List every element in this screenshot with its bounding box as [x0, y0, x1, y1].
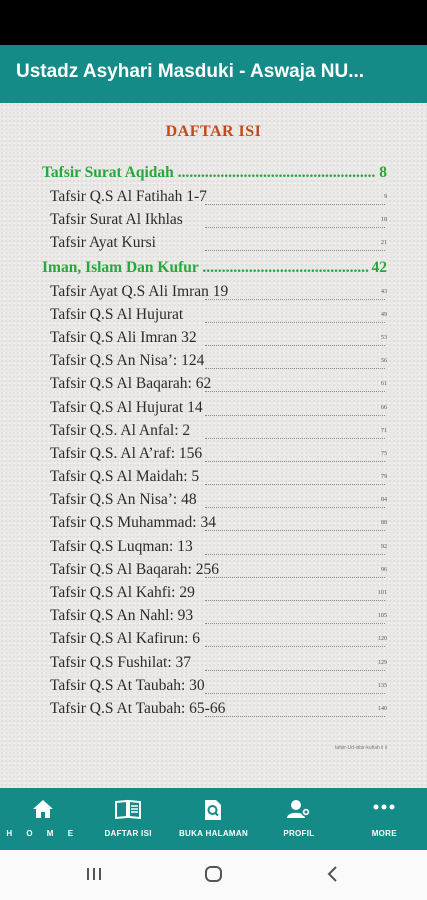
toc-entry-page: 9 [384, 194, 387, 200]
toc-section-page: 42 [369, 259, 388, 277]
toc-entry-page: 49 [381, 311, 387, 318]
back-icon[interactable] [325, 864, 341, 889]
nav-home[interactable] [0, 788, 85, 850]
toc-section-row[interactable] [0, 161, 427, 185]
dotted-leader [205, 507, 385, 508]
toc-entry-row[interactable] [0, 231, 427, 254]
more-dots-icon [373, 799, 395, 824]
toc-entry-page: 43 [381, 288, 387, 295]
document-page[interactable] [0, 103, 427, 788]
toc-entry-page: 135 [378, 682, 387, 689]
dotted-leader [205, 716, 385, 717]
toc-section-row[interactable] [0, 256, 427, 280]
dotted-leader [205, 368, 385, 369]
toc-entry-row[interactable] [0, 349, 427, 372]
toc-entry-title: Tafsir Q.S Al Baqarah: 256 [50, 560, 219, 578]
toc-entry-title: Tafsir Q.S An Nahl: 93 [50, 607, 194, 625]
book-icon [115, 799, 141, 824]
dotted-leader [205, 438, 385, 439]
toc-entry-row[interactable] [0, 326, 427, 349]
toc-entry-title: Tafsir Q.S Luqman: 13 [50, 537, 193, 555]
nav-profil-label: PROFIL [283, 829, 315, 838]
dotted-leader [205, 484, 385, 485]
search-page-icon [203, 799, 223, 826]
nav-home-label: H O M E [6, 829, 80, 838]
toc-entry-page: 140 [378, 705, 387, 712]
toc-entry-row[interactable] [0, 697, 427, 720]
toc-entry-page: 84 [381, 497, 387, 504]
toc-entry-page: 71 [381, 427, 387, 434]
toc-section-page: 8 [376, 164, 387, 182]
dotted-leader [205, 322, 385, 323]
toc-entry-title: Tafsir Q.S Al Maidah: 5 [50, 468, 200, 486]
toc-entry-row[interactable] [0, 372, 427, 395]
toc-entry-page: 56 [381, 358, 387, 365]
user-gear-icon [287, 799, 311, 824]
dotted-leader [205, 530, 385, 531]
home-icon [32, 799, 54, 824]
toc-entry-row[interactable] [0, 535, 427, 558]
toc-entry-row[interactable] [0, 651, 427, 674]
home-circle-icon[interactable] [204, 864, 224, 889]
toc-entry-row[interactable] [0, 674, 427, 697]
toc-entry-title: Tafsir Surat Al Ikhlas [50, 211, 183, 229]
toc-entry-row[interactable] [0, 442, 427, 465]
toc-entry-row[interactable] [0, 396, 427, 419]
nav-profil[interactable] [256, 788, 341, 850]
dotted-leader [205, 204, 385, 205]
toc-entry-title: Tafsir Q.S Al Baqarah: 62 [50, 375, 212, 393]
toc-entry-title: Tafsir Q.S At Taubah: 65-66 [50, 699, 226, 717]
toc-heading: DAFTAR ISI [165, 123, 262, 140]
toc-entry-title: Tafsir Q.S Ali Imran 32 [50, 328, 197, 346]
app-title: Ustadz Asyhari Masduki - Aswaja NU... [16, 61, 365, 82]
dotted-leader [205, 415, 385, 416]
toc-entry-page: 101 [378, 590, 387, 596]
toc-entry-title: Tafsir Q.S An Nisa’: 48 [50, 491, 197, 509]
toc-entry-page: 21 [381, 240, 387, 247]
nav-more-label: MORE [371, 829, 397, 838]
toc-entry-page: 120 [378, 636, 387, 643]
toc-entry-row[interactable] [0, 419, 427, 442]
toc-entry-row[interactable] [0, 581, 427, 604]
status-bar [0, 0, 427, 45]
toc-entry-title: Tafsir Ayat Q.S Ali Imran 19 [50, 282, 229, 300]
dotted-leader [205, 227, 385, 228]
toc-entry-title: Tafsir Q.S An Nisa’: 124 [50, 352, 205, 370]
toc-entry-page: 75 [381, 450, 387, 457]
toc-entry-row[interactable] [0, 604, 427, 627]
toc-entry-page: 66 [381, 404, 387, 411]
toc-entry-title: Tafsir Ayat Kursi [50, 234, 156, 252]
toc-entry-page: 92 [381, 543, 387, 550]
bottom-navigation [0, 788, 427, 850]
toc-entry-title: Tafsir Q.S Al Fatihah 1-7 [50, 188, 207, 205]
dotted-leader [205, 345, 385, 346]
toc-entry-row[interactable] [0, 208, 427, 231]
dotted-leader [205, 670, 385, 671]
table-of-contents [0, 161, 427, 720]
toc-section-title: Iman, Islam Dan Kufur ..... [42, 259, 387, 277]
toc-entry-page: 96 [381, 566, 387, 573]
system-navigation-bar [0, 850, 427, 900]
dotted-leader [205, 299, 385, 300]
toc-entry-title: Tafsir Q.S At Taubah: 30 [50, 676, 205, 694]
dotted-leader [205, 600, 385, 601]
app-bar [0, 45, 427, 103]
toc-entry-row[interactable] [0, 465, 427, 488]
toc-entry-page: 105 [378, 613, 387, 620]
toc-entry-row[interactable] [0, 511, 427, 534]
toc-section-title: Tafsir Surat Aqidah ..... [42, 164, 387, 182]
toc-entry-title: Tafsir Q.S Muhammad: 34 [50, 514, 216, 532]
dotted-leader [205, 554, 385, 555]
dotted-leader [205, 646, 385, 647]
dotted-leader [205, 461, 385, 462]
toc-entry-title: Tafsir Q.S. Al A’raf: 156 [50, 444, 203, 462]
dotted-leader [205, 693, 385, 694]
nav-buka-halaman-label: BUKA HALAMAN [178, 829, 249, 838]
toc-entry-page: 79 [381, 474, 387, 481]
toc-entry-title: Tafsir Q.S Fushilat: 37 [50, 653, 191, 671]
toc-entry-row[interactable] [0, 303, 427, 326]
dotted-leader [205, 577, 385, 578]
nav-daftar-isi-label: DAFTAR ISI [104, 829, 152, 838]
toc-entry-title: Tafsir Q.S Al Kafirun: 6 [50, 630, 201, 648]
dotted-leader [205, 250, 385, 251]
nav-buka-halaman[interactable] [171, 788, 256, 850]
toc-entry-title: Tafsir Q.S Al Hujurat 14 [50, 398, 203, 416]
toc-entry-page: 129 [378, 659, 387, 666]
toc-entry-row[interactable] [0, 627, 427, 650]
dotted-leader [205, 391, 385, 392]
recent-apps-icon[interactable] [85, 864, 103, 889]
toc-entry-row[interactable] [0, 280, 427, 303]
toc-entry-page: 88 [381, 520, 387, 527]
toc-entry-page: 18 [381, 217, 387, 224]
dotted-leader [205, 623, 385, 624]
toc-entry-title: Tafsir Q.S Al Kahfi: 29 [50, 584, 195, 601]
toc-entry-title: Tafsir Q.S. Al Anfal: 2 [50, 421, 191, 439]
toc-entry-row[interactable] [0, 488, 427, 511]
toc-entry-title: Tafsir Q.S Al Hujurat [50, 305, 184, 323]
toc-entry-page: 61 [381, 381, 387, 388]
nav-daftar-isi[interactable] [85, 788, 170, 850]
toc-entry-row[interactable] [0, 558, 427, 581]
page-footer-note: tafsir-Ud-isbir-kufiah ii ii [335, 745, 387, 751]
toc-entry-row[interactable] [0, 185, 427, 208]
nav-more[interactable] [342, 788, 427, 850]
toc-entry-page: 53 [381, 334, 387, 341]
